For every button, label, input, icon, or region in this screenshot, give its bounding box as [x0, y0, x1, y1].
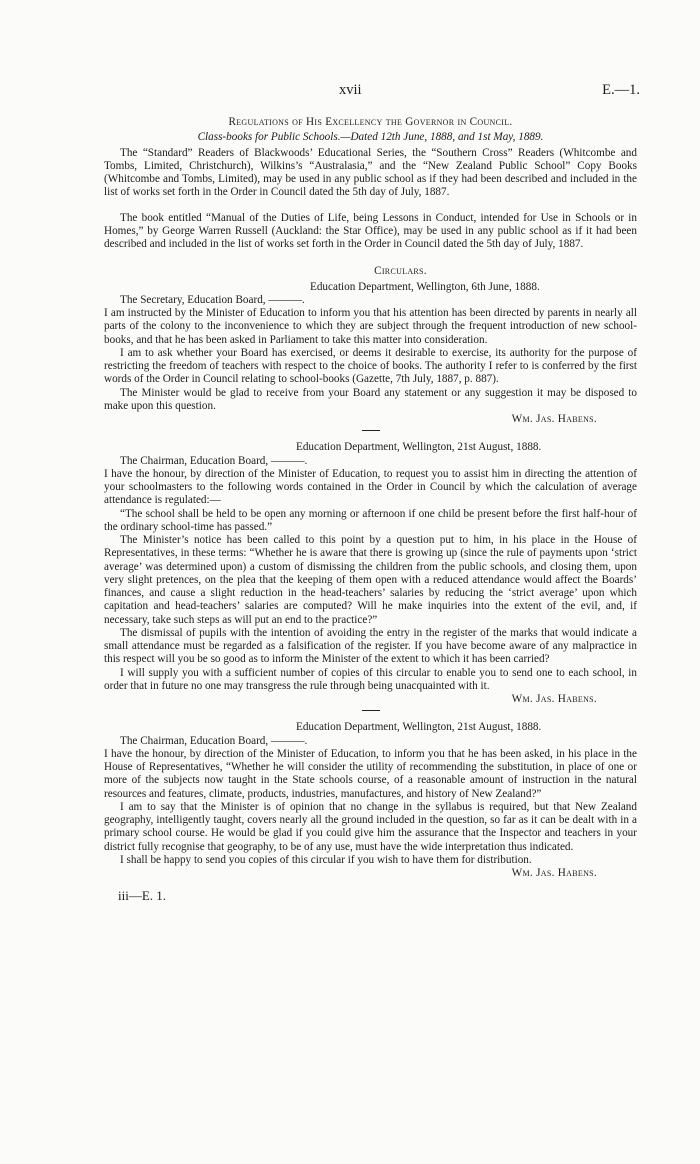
circular-paragraph: I am to ask whether your Board has exercised, or deems it desirable to exercise, its authority for the purpose of restricting the freedom of teachers with respect to the choice of books. The authority I refer to is conferred by the first words of the Order in Council relating to school-books (Gazette, 7th July, 1887, p. 887).	[104, 346, 637, 386]
circular-paragraph: I have the honour, by direction of the Minister of Education, to inform you that he has been asked, in his place in the House of Representatives, “Whether he will consider the utility of recommending the substitution, in place of one or more of the subjects now taught in the State schools course, of a reasonable amount of instruction in the natural resources and features, climate, products, industries, manufactures, and history of New Zealand?”	[104, 747, 637, 800]
circular-dateline: Education Department, Wellington, 21st August, 1888.	[296, 441, 542, 454]
circular-paragraph: The dismissal of pupils with the intention of avoiding the entry in the register of the marks that would indicate a small attendance must be regarded as a falsification of the register. If you have become aware of any malpractice in this respect will you be so good as to inform the Minister of the extent to which it has been carried?	[104, 626, 637, 666]
circular-signature: Wm. Jas. Habens.	[511, 867, 597, 879]
circular-addressee: The Secretary, Education Board, ———.	[120, 293, 305, 306]
document-code: E.—1.	[602, 82, 640, 98]
regulations-paragraph: The “Standard” Readers of Blackwoods’ Educational Series, the “Southern Cross” Readers (Whitcombe and Tombs, Limited, Christchurch), Wilkins’s “Australasia,” and the “New Zealand Public School” Copy Books (Whitcombe and Tombs, Limited), may be used in any public school as if they had been described and included in the list of works set forth in the Order in Council dated the 5th day of July, 1887.	[104, 146, 637, 199]
page-header	[0, 82, 700, 102]
circular-paragraph: I shall be happy to send you copies of this circular if you wish to have them for distribution.	[120, 853, 532, 866]
circular-paragraph: I will supply you with a sufficient number of copies of this circular to enable you to send one to each school, in order that in future no one may transgress the rule through being unacquainted with it.	[104, 666, 637, 692]
circular-paragraph: The Minister would be glad to receive from your Board any statement or any suggestion it may be disposed to make upon this question.	[104, 386, 637, 412]
section-divider	[362, 710, 380, 711]
circular-paragraph: The Minister’s notice has been called to this point by a question put to him, in his place in the House of Representatives, in these terms: “Whether he is aware that there is growing up (since the rule of payments upon ‘strict average’ was determined upon) a custom of dismissing the children from the public schools, and closing them, upon very slight pretences, on the plea that the keeping of them open with a reduced attendance would affect the Boards’ finances, and cause a slight reduction in the head-teachers’ salaries by reducing the ‘strict average’ upon which capitation and head-teachers’ salaries are computed? Will he make inquiries into the extent of the evil, and, if necessary, take such steps as will put an end to the practice?”	[104, 534, 637, 626]
circular-dateline: Education Department, Wellington, 21st August, 1888.	[296, 721, 542, 734]
circular-signature: Wm. Jas. Habens.	[511, 693, 597, 705]
circular-dateline: Education Department, Wellington, 6th June, 1888.	[310, 280, 540, 293]
page-body	[104, 116, 637, 904]
circular-paragraph: I am instructed by the Minister of Education to inform you that his attention has been directed by parents in nearly all parts of the colony to the inconvenience to which they are subject through the frequent introduction of new school-books, and that he has been asked in Parliament to take this matter into consideration.	[104, 307, 637, 346]
regulations-paragraph: The book entitled “Manual of the Duties of Life, being Lessons in Conduct, intended for Use in Schools or in Homes,” by George Warren Russell (Auckland: the Star Office), may be used in any public school as if it had been described and included in the list of works set forth in the Order in Council dated the 5th day of July, 1887.	[104, 211, 637, 250]
regulations-subtitle: Class-books for Public Schools.—Dated 12th June, 1888, and 1st May, 1889.	[197, 131, 544, 144]
circular-addressee: The Chairman, Education Board, ———.	[120, 734, 308, 747]
page-number: xvii	[339, 82, 362, 98]
circular-quote: “The school shall be held to be open any morning or afternoon if one child be present before the first half-hour of the ordinary school-time has passed.”	[104, 507, 637, 533]
regulations-title: Regulations of His Excellency the Governor in Council.	[228, 116, 513, 128]
circular-addressee: The Chairman, Education Board, ———.	[120, 454, 308, 467]
signature-mark: iii—E. 1.	[118, 888, 167, 904]
circular-paragraph: I have the honour, by direction of the Minister of Education, to request you to assist him in directing the attention of your schoolmasters to the following words contained in the Order in Council by which the calculation of average attendance is regulated:—	[104, 467, 637, 507]
section-divider	[362, 430, 380, 431]
circular-paragraph: I am to say that the Minister is of opinion that no change in the syllabus is required, but that New Zealand geography, intelligently taught, covers nearly all the ground included in the question, so far as it can be dealt with in a primary school course. He would be glad if you could give him the assurance that the Inspector and teachers in your district fully recognise that geography, to be of any use, must have the wide interpretation thus indicated.	[104, 800, 637, 853]
circulars-title: Circulars.	[374, 265, 427, 278]
circular-signature: Wm. Jas. Habens.	[511, 413, 597, 425]
